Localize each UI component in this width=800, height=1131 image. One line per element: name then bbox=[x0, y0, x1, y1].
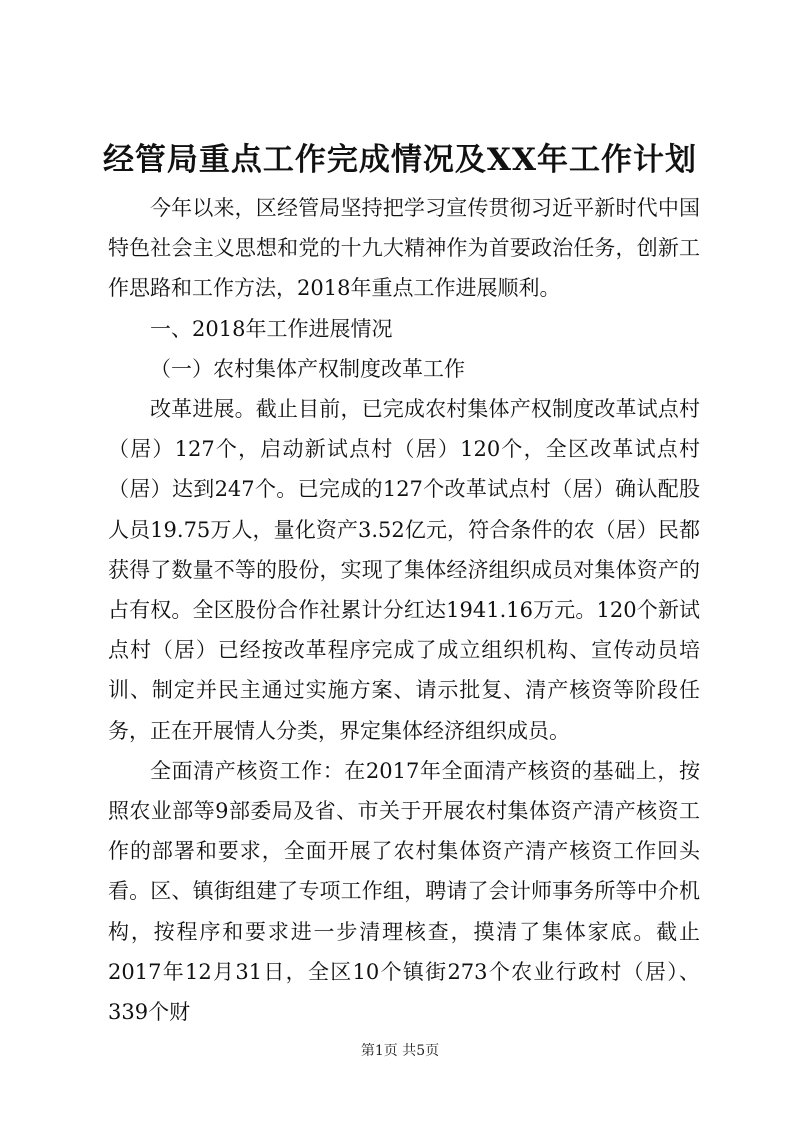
subsection-heading: （一）农村集体产权制度改革工作 bbox=[150, 356, 465, 381]
intro-paragraph: 今年以来，区经管局坚持把学习宣传贯彻习近平新时代中国特色社会主义思想和党的十九大精神作为首要政治任务，创新工作思路和工作方法，2018年重点工作进展顺利。 bbox=[108, 196, 700, 301]
asset-verification-paragraph: 全面清产核资工作：在2017年全面清产核资的基础上，按照农业部等9部委局及省、市关于开展农村集体资产清产核资工作的部署和要求，全面开展了农村集体资产清产核资工作回头看。区、镇街组建了专项工作组，聘请了会计师事务所等中介机构，按程序和要求进一步清理核查，摸清了集体家底。截止2017年12月31日，全区10个镇街273个农业行政村（居）、339个财 bbox=[108, 758, 700, 1025]
page-footer: 第1页 共5页 bbox=[360, 1043, 440, 1059]
document-body bbox=[108, 188, 700, 1032]
document-title: 经管局重点工作完成情况及XX年工作计划 bbox=[102, 142, 698, 178]
reform-progress-paragraph: 改革进展。截止目前，已完成农村集体产权制度改革试点村（居）127个，启动新试点村（居）120个，全区改革试点村（居）达到247个。已完成的127个改革试点村（居）确认配股人员19.75万人，量化资产3.52亿元，符合条件的农（居）民都获得了数量不等的股份，实现了集体经济组织成员对集体资产的占有权。全区股份合作社累计分红达1941.16万元。120个新试点村（居）已经按改革程序完成了成立组织机构、宣传动员培训、制定并民主通过实施方案、请示批复、清产核资等阶段任务，正在开展情人分类，界定集体经济组织成员。 bbox=[108, 397, 700, 743]
section-heading: 一、2018年工作进展情况 bbox=[150, 316, 393, 341]
